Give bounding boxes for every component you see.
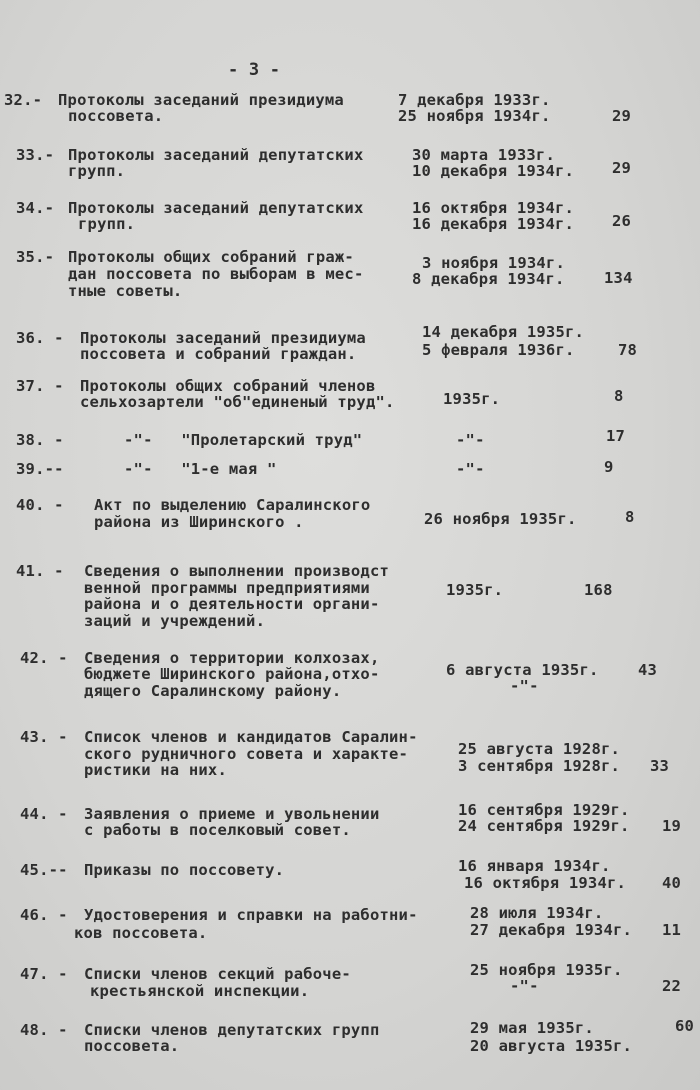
entry-sheet-count: 33 <box>650 757 670 775</box>
entry-number: 32.- <box>4 91 43 109</box>
entry-title-line: ристики на них. <box>84 761 227 779</box>
entry-title-line: Протоколы заседаний президиума <box>58 91 344 109</box>
entry-title-line: Сведения о территории колхозах, <box>84 649 380 667</box>
entry-number: 35.- <box>16 248 55 266</box>
entry-sheet-count: 8 <box>625 508 635 526</box>
entry-sheet-count: 78 <box>618 341 638 359</box>
entry-number: 3З.- <box>16 146 55 164</box>
entry-title-line: крестьянской инспекции. <box>90 982 310 1000</box>
entry-title-line: района из Ширинского . <box>94 513 304 531</box>
entry-title-line: заций и учреждений. <box>84 612 266 630</box>
entry-number: 42. - <box>20 649 68 667</box>
entry-title-line: поссовета. <box>84 1037 180 1055</box>
entry-sheet-count: 40 <box>662 874 682 892</box>
entry-sheet-count: 29 <box>612 159 632 177</box>
entry-sheet-count: 29 <box>612 107 632 125</box>
entry-number: 47. - <box>20 965 68 983</box>
entry-date-line: 16 октября 1934г. <box>464 874 627 892</box>
entry-date-line: 6 августа 1935г. <box>446 661 599 679</box>
entry-title-line: Акт по выделению Саралинского <box>94 496 371 514</box>
page-number: - 3 - <box>228 60 281 80</box>
entry-number: 43. - <box>20 728 68 746</box>
entry-sheet-count: 8 <box>614 387 624 405</box>
entry-title-line: тные советы. <box>68 282 183 300</box>
entry-date-line: 1935г. <box>443 390 501 408</box>
entry-title-line: поссовета и собраний граждан. <box>80 345 357 363</box>
entry-date-line: 28 июля 1934г. <box>470 904 604 922</box>
entry-title-line: Заявления о приеме и увольнении <box>84 805 380 823</box>
entry-title-line: Протоколы заседаний депутатских <box>68 199 364 217</box>
entry-date-line: 3 ноября 1934г. <box>422 254 565 272</box>
entry-date-line: 29 мая 1935г. <box>470 1019 594 1037</box>
entry-title-line: Списки членов депутатских групп <box>84 1021 380 1039</box>
entry-date-line: 25 ноября 1934г. <box>398 107 551 125</box>
entry-title-line: поссовета. <box>68 107 164 125</box>
entry-date-line: 10 декабря 1934г. <box>412 162 575 180</box>
entry-sheet-count: 43 <box>638 661 658 679</box>
entry-date-line: 16 декабря 1934г. <box>412 215 575 233</box>
entry-date-line: 8 декабря 1934г. <box>412 270 565 288</box>
entry-title-line: бюджете Ширинского района,отхо- <box>84 665 380 683</box>
entry-number: 36. - <box>16 329 64 347</box>
entry-sheet-count: 9 <box>604 458 614 476</box>
entry-date-line: 5 февраля 1936г. <box>422 341 575 359</box>
entry-title-line: -"- "1-е мая " <box>124 460 277 478</box>
entry-number: 44. - <box>20 805 68 823</box>
entry-number: 34.- <box>16 199 55 217</box>
entry-sheet-count: 26 <box>612 212 632 230</box>
entry-title-line: ского рудничного совета и характе- <box>84 745 409 763</box>
entry-title-line: дан поссовета по выборам в мес- <box>68 265 364 283</box>
entry-sheet-count: 168 <box>584 581 613 599</box>
entry-title-line: групп. <box>68 162 126 180</box>
entry-date-line: 24 сентября 1929г. <box>458 817 630 835</box>
entry-title-line: Протоколы общих собраний граж- <box>68 248 354 266</box>
entry-title-line: -"- "Пролетарский труд" <box>124 431 363 449</box>
entry-date-line: -"- <box>510 977 539 995</box>
entry-date-line: -"- <box>456 460 485 478</box>
entry-title-line: Списки членов секций рабоче- <box>84 965 351 983</box>
entry-sheet-count: 11 <box>662 921 682 939</box>
entry-sheet-count: 22 <box>662 977 682 995</box>
entry-date-line: -"- <box>456 431 485 449</box>
entry-date-line: 16 сентября 1929г. <box>458 801 630 819</box>
entry-number: 39.-- <box>16 460 64 478</box>
entry-title-line: с работы в поселковый совет. <box>84 821 351 839</box>
entry-title-line: Сведения о выполнении производст <box>84 562 390 580</box>
entry-title-line: Протоколы заседаний президиума <box>80 329 366 347</box>
entry-title-line: Протоколы общих собраний членов <box>80 377 376 395</box>
entry-number: 37. - <box>16 377 64 395</box>
entry-date-line: 7 декабря 1933г. <box>398 91 551 109</box>
entry-date-line: 25 августа 1928г. <box>458 740 621 758</box>
entry-date-line: 16 января 1934г. <box>458 857 611 875</box>
entry-sheet-count: 60 <box>675 1017 695 1035</box>
entry-number: 45.-- <box>20 861 68 879</box>
entry-date-line: 26 ноября 1935г. <box>424 510 577 528</box>
entry-date-line: 20 августа 1935г. <box>470 1037 633 1055</box>
entry-sheet-count: 134 <box>604 269 633 287</box>
entry-date-line: 1935г. <box>446 581 504 599</box>
entry-title-line: Протоколы заседаний депутатских <box>68 146 364 164</box>
entry-title-line: Приказы по поссовету. <box>84 861 285 879</box>
entry-date-line: -"- <box>510 677 539 695</box>
entry-title-line: сельхозартели "об"единеный труд". <box>80 393 395 411</box>
entry-title-line: групп. <box>78 215 136 233</box>
entry-number: 38. - <box>16 431 64 449</box>
entry-number: 41. - <box>16 562 64 580</box>
entry-date-line: 14 декабря 1935г. <box>422 323 585 341</box>
entry-title-line: дящего Саралинскому району. <box>84 682 342 700</box>
entry-title-line: района и о деятельности органи- <box>84 595 380 613</box>
entry-date-line: 30 марта 1933г. <box>412 146 555 164</box>
entry-title-line: венной программы предприятиями <box>84 579 370 597</box>
entry-number: 48. - <box>20 1021 68 1039</box>
entry-title-line: ков поссовета. <box>74 924 208 942</box>
entry-date-line: 3 сентября 1928г. <box>458 757 621 775</box>
entry-sheet-count: 17 <box>606 427 626 445</box>
entry-date-line: 25 ноября 1935г. <box>470 961 623 979</box>
entry-sheet-count: 19 <box>662 817 682 835</box>
entry-number: 46. - <box>20 906 68 924</box>
entry-date-line: 16 октября 1934г. <box>412 199 575 217</box>
entry-number: 40. - <box>16 496 64 514</box>
entry-title-line: Удостоверения и справки на работни- <box>84 906 418 924</box>
entry-title-line: Список членов и кандидатов Саралин- <box>84 728 418 746</box>
entry-date-line: 27 декабря 1934г. <box>470 921 633 939</box>
